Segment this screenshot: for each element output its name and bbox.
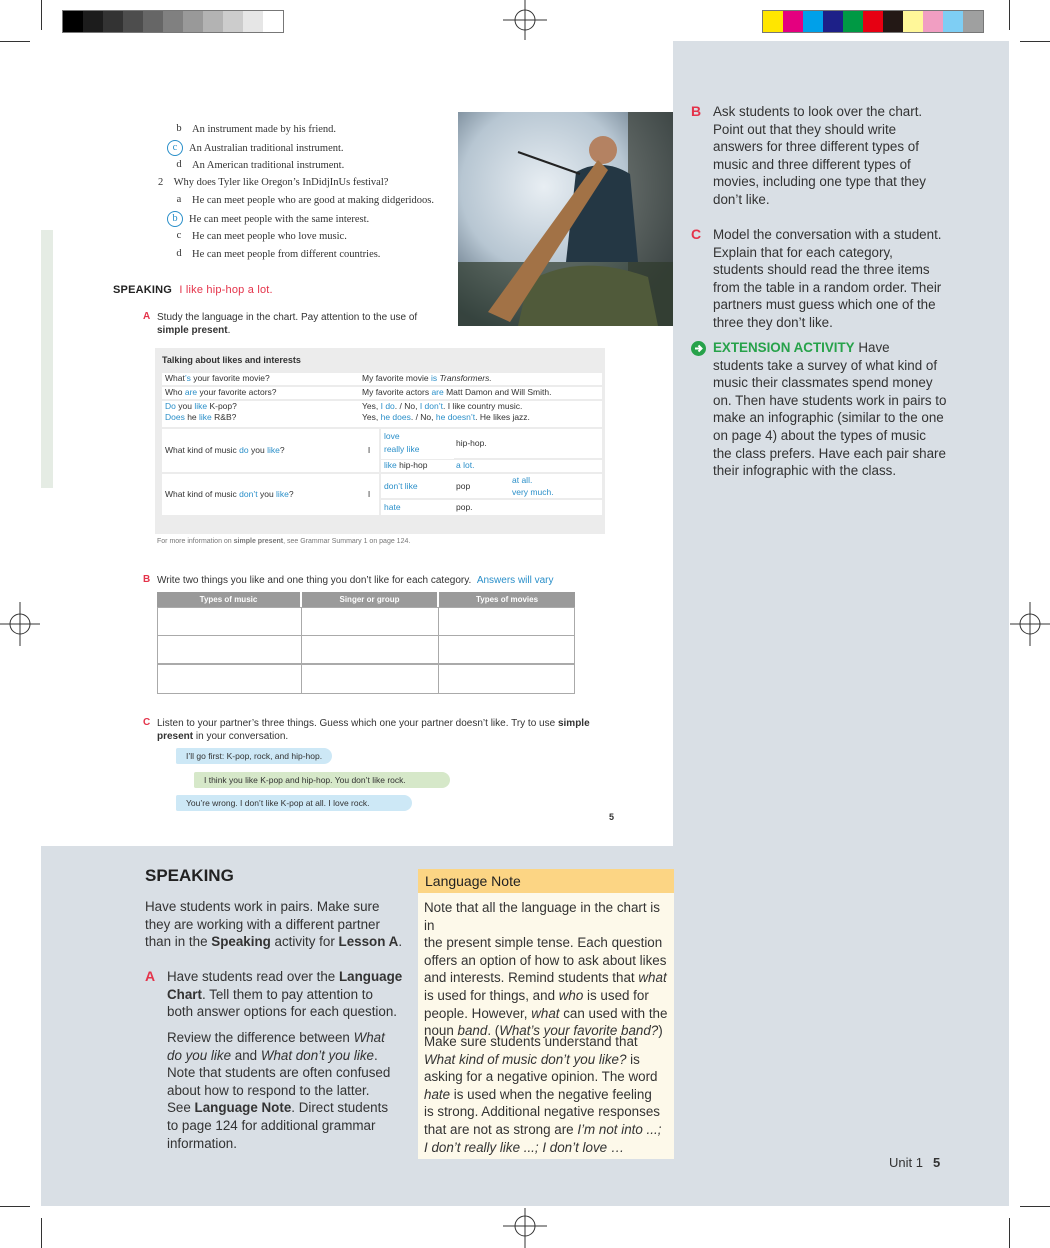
activity-c-letter: C xyxy=(143,717,151,728)
text-bold: Language Note xyxy=(194,1100,292,1116)
note-line: make an infographic (similar to the one xyxy=(713,410,944,426)
option-text: He can meet people who are good at making didgeridoos. xyxy=(192,194,435,206)
text: Review the difference between xyxy=(167,1030,354,1045)
arrow-right-icon xyxy=(691,341,706,356)
text: than in the xyxy=(145,934,212,950)
text: ) xyxy=(658,1023,663,1039)
speech-bubble-2: I think you like K-pop and hip-hop. You don’t like rock. xyxy=(194,772,450,788)
chart-row4-subject: I xyxy=(359,429,379,472)
note-line: on page 4) about the types of music xyxy=(713,427,926,443)
grayscale-bar xyxy=(62,10,284,33)
speech-bubble-1: I’ll go first: K-pop, rock, and hip-hop. xyxy=(176,748,332,764)
didgeridoo-player-photo xyxy=(458,112,673,326)
text-line: asking for a negative opinion. The word xyxy=(424,1069,658,1085)
activity-b-table xyxy=(157,592,575,694)
page-margin-strip xyxy=(41,230,53,488)
table-cell[interactable] xyxy=(301,607,439,636)
option-letter: a xyxy=(176,194,182,205)
note-c-text xyxy=(713,226,948,332)
note-line: don’t like. xyxy=(713,191,770,207)
language-note-paragraph-2 xyxy=(424,1033,670,1156)
bottom-speaking-heading: SPEAKING xyxy=(145,866,234,885)
registration-mark-icon xyxy=(503,0,547,44)
text-line: the present simple tense. Each question xyxy=(424,935,663,951)
text: your favorite movie? xyxy=(190,373,270,383)
note-line: music and three different types of xyxy=(713,156,911,172)
text-italic: band xyxy=(457,1023,488,1039)
activity-a-letter: A xyxy=(143,311,151,322)
table-cell[interactable] xyxy=(438,664,575,694)
page-footer xyxy=(889,1155,940,1170)
text-bold: Lesson A xyxy=(338,934,399,950)
question-2 xyxy=(158,177,388,188)
speaking-heading xyxy=(113,284,273,296)
color-bar xyxy=(762,10,984,33)
text: noun xyxy=(424,1023,458,1039)
text-line: Note that students are often confused xyxy=(167,1065,391,1081)
q2-option-b[interactable] xyxy=(167,211,369,227)
crop-mark xyxy=(1020,1206,1050,1207)
text-italic: what xyxy=(638,970,667,986)
registration-mark-icon xyxy=(0,602,44,646)
activity-c-instruction xyxy=(157,717,627,743)
text: For more information on xyxy=(157,538,234,545)
q1-option-c[interactable] xyxy=(167,140,344,156)
text-highlight: are xyxy=(431,387,444,397)
text-line xyxy=(424,1139,670,1157)
text: Have xyxy=(854,340,890,355)
text: he xyxy=(184,412,200,422)
text-highlight: very much. xyxy=(512,487,554,497)
option-letter: b xyxy=(176,123,182,134)
speaking-subheading: I like hip-hop a lot. xyxy=(179,284,273,296)
table-header: Types of music xyxy=(157,592,300,607)
text-line xyxy=(424,969,670,987)
instruction-bold: present xyxy=(157,731,194,742)
note-b-letter: B xyxy=(691,103,702,119)
chart-row5-obj2: pop. xyxy=(453,500,602,515)
table-cell[interactable] xyxy=(157,635,302,664)
option-text: He can meet people with the same interest. xyxy=(189,213,370,225)
circled-answer-icon: c xyxy=(167,140,183,156)
activity-b-letter: B xyxy=(143,574,151,585)
question-text: Why does Tyler like Oregon’s InDidjInUs festival? xyxy=(173,177,389,188)
table-cell[interactable] xyxy=(301,635,439,664)
q2-option-c[interactable] xyxy=(172,229,347,243)
activity-a-instruction xyxy=(157,311,447,337)
registration-mark-icon xyxy=(1006,602,1050,646)
q1-option-d[interactable] xyxy=(172,158,344,172)
bottom-a-letter: A xyxy=(145,968,156,984)
text-italic: hate xyxy=(424,1086,451,1102)
crop-mark xyxy=(41,1218,42,1248)
note-line: three they don’t like. xyxy=(713,314,833,330)
instruction-text: Write two things you like and one thing you don’t like for each category. xyxy=(157,575,472,586)
crop-mark xyxy=(1009,0,1010,30)
instruction-text: Listen to your partner’s three things. Guess which one your partner doesn’t like. Try to use xyxy=(157,718,556,729)
text-highlight: Does xyxy=(165,412,185,422)
text: hip-hop xyxy=(396,460,428,470)
text-line xyxy=(167,1047,412,1065)
instruction-bold: simple present xyxy=(157,325,228,336)
note-line: Ask students to look over the chart. xyxy=(713,104,923,119)
note-line: from the table in a random order. Their xyxy=(713,279,942,295)
text: that are not as strong are xyxy=(424,1121,578,1137)
text: K-pop? xyxy=(207,401,237,411)
text-line: both answer options for each question. xyxy=(167,1004,398,1020)
circled-answer-icon: b xyxy=(167,211,183,227)
note-line: students take a survey of what kind of xyxy=(713,357,938,373)
chart-row4-object: hip-hop. xyxy=(453,429,602,458)
text-line xyxy=(167,1099,412,1117)
table-cell[interactable] xyxy=(157,664,302,694)
text: is used when the negative feeling xyxy=(450,1086,652,1102)
chart-row5-question xyxy=(162,474,361,515)
option-text: An American traditional instrument. xyxy=(192,159,345,171)
text-highlight: don’t xyxy=(239,489,258,499)
option-letter: c xyxy=(176,230,182,241)
chart-row3-question xyxy=(162,401,361,427)
option-letter: d xyxy=(176,248,182,259)
grammar-reference xyxy=(157,538,410,545)
text: your favorite actors? xyxy=(197,387,277,397)
text: you xyxy=(248,445,268,455)
text: What kind of music xyxy=(165,445,240,455)
text-highlight: is xyxy=(430,373,438,383)
bottom-intro xyxy=(145,898,405,951)
text: . Direct students xyxy=(291,1100,389,1116)
text: can used with the xyxy=(559,1005,668,1021)
text-highlight: I don’t xyxy=(419,401,443,411)
text: you xyxy=(175,401,195,411)
text: activity for xyxy=(270,934,339,950)
language-note-title: Language Note xyxy=(425,873,521,889)
text-italic: what xyxy=(531,1005,560,1021)
option-text: He can meet people from different countries. xyxy=(192,248,381,260)
text-line xyxy=(167,968,412,986)
text: My favorite movie xyxy=(362,373,431,383)
text: is xyxy=(626,1051,640,1067)
option-letter: d xyxy=(176,159,182,170)
text-line: Make sure students understand that xyxy=(424,1034,638,1049)
text-highlight: like xyxy=(199,412,212,422)
chart-row4-question xyxy=(162,429,361,472)
text: Yes, xyxy=(362,401,381,411)
text-line: is strong. Additional negative responses xyxy=(424,1104,660,1120)
text: Have students read over the xyxy=(167,969,339,984)
page-number: 5 xyxy=(932,1155,941,1170)
note-line: their infographic with the class. xyxy=(713,463,897,479)
text: . / No, xyxy=(410,412,436,422)
crop-mark xyxy=(0,41,30,42)
text-line: information. xyxy=(167,1135,237,1151)
note-line: movies, including one type that they xyxy=(713,174,926,190)
speech-bubble-3: You’re wrong. I don’t like K-pop at all. I love rock. xyxy=(176,795,412,811)
chart-title: Talking about likes and interests xyxy=(162,355,301,365)
text-highlight: like xyxy=(276,489,289,499)
text-line: to page 124 for additional grammar xyxy=(167,1117,376,1133)
text-italic: What xyxy=(353,1030,385,1045)
text-highlight: at all. xyxy=(512,475,533,485)
text: Matt Damon and Will Smith. xyxy=(443,387,552,397)
instruction-bold: simple xyxy=(557,718,590,729)
text: Yes, xyxy=(362,412,381,422)
text-highlight: ’s xyxy=(184,373,191,383)
text: is used for things, and xyxy=(424,987,559,1003)
note-line: the class prefers. Have each pair share xyxy=(713,445,946,461)
student-page-number: 5 xyxy=(609,812,615,822)
text-line xyxy=(167,986,412,1004)
chart-row4-verbs xyxy=(381,429,454,459)
text-highlight: like xyxy=(384,460,397,470)
text: R&B? xyxy=(211,412,237,422)
text: . He likes jazz. xyxy=(475,412,530,422)
text-italic: What’s your favorite band? xyxy=(499,1023,659,1039)
text: My favorite actors xyxy=(362,387,432,397)
crop-mark xyxy=(1009,1218,1010,1248)
option-text: An Australian traditional instrument. xyxy=(189,142,344,154)
text: you xyxy=(257,489,277,499)
text-line: offers an option of how to ask about likes xyxy=(424,952,667,968)
note-line: music their classmates spend money xyxy=(713,375,933,391)
text: What kind of music xyxy=(165,489,240,499)
text: is used for xyxy=(583,987,649,1003)
chart-row1-answer xyxy=(359,373,602,385)
text-italic: do you like xyxy=(167,1047,232,1063)
note-line: Model the conversation with a student. xyxy=(713,227,942,242)
chart-row5-verb2: hate xyxy=(381,500,454,515)
text: . I like country music. xyxy=(442,401,523,411)
text: . Tell them to pay attention to xyxy=(201,986,373,1002)
chart-row5-verb1: don’t like xyxy=(381,474,454,498)
text-line: they are working with a different partner xyxy=(145,916,380,932)
text-highlight: Do xyxy=(165,401,176,411)
note-line: answers for three different types of xyxy=(713,139,919,155)
text: , see Grammar Summary 1 on page 124. xyxy=(283,538,411,545)
text-bold: Language xyxy=(338,969,403,984)
chart-row5-adverbs xyxy=(509,474,602,498)
text-line xyxy=(424,1121,670,1139)
text-line xyxy=(145,933,405,951)
crop-mark xyxy=(1020,41,1050,42)
text-highlight: really like xyxy=(384,444,420,454)
extension-title: EXTENSION ACTIVITY xyxy=(713,340,855,355)
text-italic: who xyxy=(558,987,584,1003)
instruction-text: in your conversation. xyxy=(193,731,289,742)
table-header: Singer or group xyxy=(302,592,437,607)
text: ? xyxy=(279,445,285,455)
text-line xyxy=(424,1005,670,1023)
text: and interests. Remind students that xyxy=(424,970,639,986)
unit-label: Unit 1 xyxy=(889,1155,923,1170)
text-line: about how to respond to the latter. xyxy=(167,1082,370,1098)
text-italic: Transformers. xyxy=(437,373,492,383)
chart-row5-obj1: pop xyxy=(453,474,510,498)
speaking-heading-text: SPEAKING xyxy=(113,284,173,296)
text: ? xyxy=(288,489,294,499)
table-cell[interactable] xyxy=(438,607,575,636)
answer-key: Answers will vary xyxy=(476,575,554,586)
extension-first-line xyxy=(713,339,948,357)
extension-activity xyxy=(713,339,948,480)
text-highlight: he doesn’t xyxy=(435,412,476,422)
registration-mark-icon xyxy=(503,1204,547,1248)
bottom-review-text xyxy=(167,1029,412,1152)
text: . ( xyxy=(487,1023,500,1039)
text: and xyxy=(231,1047,261,1063)
table-cell[interactable] xyxy=(438,635,575,664)
option-text: He can meet people who love music. xyxy=(192,230,347,242)
language-note-header xyxy=(418,869,674,893)
note-line: on. Then have students work in pairs to xyxy=(713,392,947,408)
table-cell[interactable] xyxy=(301,664,439,694)
chart-row1-question xyxy=(162,373,361,385)
text-line xyxy=(167,1029,412,1047)
text-italic: What don’t you like xyxy=(260,1047,374,1063)
table-header: Types of movies xyxy=(439,592,575,607)
note-line: partners must guess which one of the xyxy=(713,297,936,313)
question-number: 2 xyxy=(158,177,164,188)
text: . xyxy=(373,1047,378,1063)
text-highlight: are xyxy=(184,387,198,397)
text-line xyxy=(424,1086,670,1104)
chart-row3-answer xyxy=(359,401,602,427)
activity-b-instruction xyxy=(157,574,577,587)
q2-option-d[interactable] xyxy=(172,247,380,261)
note-line: Point out that they should write xyxy=(713,121,897,137)
note-line: Explain that for each category, xyxy=(713,244,893,260)
text-highlight: do xyxy=(239,445,249,455)
text: Who xyxy=(165,387,185,397)
text-bold: simple present xyxy=(233,538,284,545)
note-line: students should read the three items xyxy=(713,262,930,278)
text-highlight: like xyxy=(194,401,208,411)
text-line xyxy=(424,987,670,1005)
text: See xyxy=(167,1100,195,1116)
text-italic: I don’t really like ...; I don’t love … xyxy=(424,1139,625,1155)
note-b-text xyxy=(713,103,948,209)
note-c-letter: C xyxy=(691,226,702,242)
text-bold: Chart xyxy=(167,986,202,1002)
text-highlight: I do xyxy=(380,401,395,411)
text: people. However, xyxy=(424,1005,532,1021)
text-highlight: like xyxy=(267,445,280,455)
crop-mark xyxy=(0,1206,30,1207)
crop-mark xyxy=(41,0,42,30)
chart-row5-subject: I xyxy=(359,474,379,515)
text-italic: What kind of music don’t you like? xyxy=(424,1051,627,1067)
chart-row4-verb3 xyxy=(381,460,454,472)
chart-row2-answer xyxy=(359,387,602,399)
text: What xyxy=(165,373,185,383)
chart-row4-adverb: a lot. xyxy=(453,460,602,472)
q2-option-a[interactable] xyxy=(172,193,434,207)
bottom-a-text xyxy=(167,968,412,1021)
chart-row2-question xyxy=(162,387,361,399)
instruction-period: . xyxy=(227,325,231,336)
text: . xyxy=(398,934,403,950)
text: . / No, xyxy=(394,401,420,411)
teacher-notes-panel xyxy=(673,41,1009,1206)
language-note-paragraph-1 xyxy=(424,899,670,1040)
text-italic: I’m not into ...; xyxy=(577,1121,662,1137)
option-text: An instrument made by his friend. xyxy=(192,123,337,135)
instruction-text: Study the language in the chart. Pay attention to the use of xyxy=(157,312,418,323)
text-line: Have students work in pairs. Make sure xyxy=(145,899,380,914)
text-bold: Speaking xyxy=(211,934,271,950)
text-line xyxy=(424,1051,670,1069)
q1-option-b[interactable] xyxy=(172,122,336,136)
text-line: Note that all the language in the chart is in xyxy=(424,900,660,933)
table-cell[interactable] xyxy=(157,607,302,636)
text-highlight: love xyxy=(384,431,400,441)
text-highlight: he does xyxy=(380,412,411,422)
